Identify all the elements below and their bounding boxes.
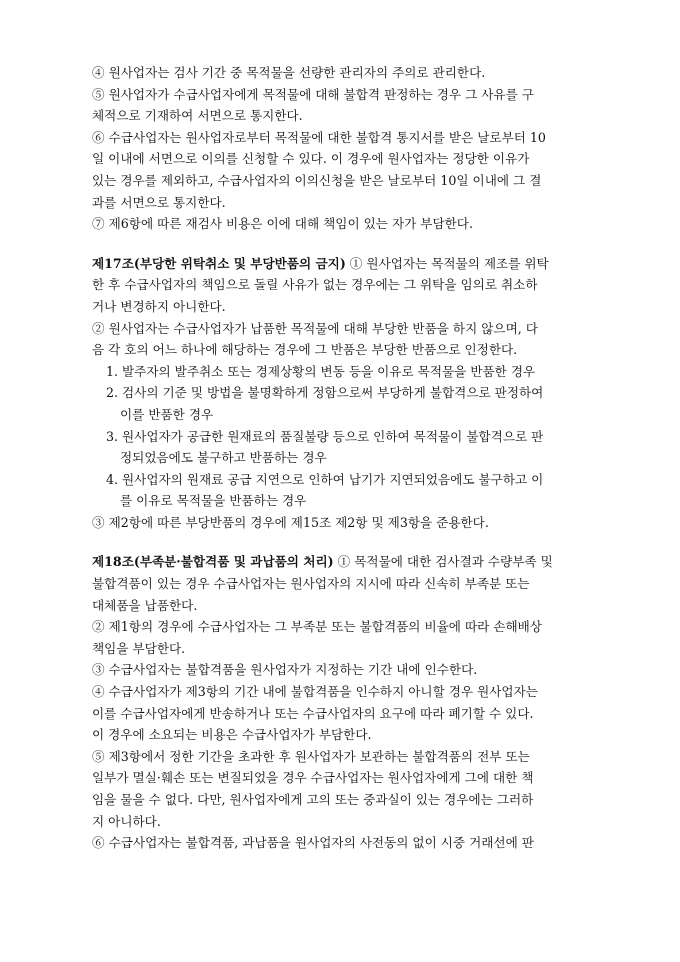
article-17-title: 제17조(부당한 위탁취소 및 부당반품의 금지) bbox=[92, 255, 346, 271]
article-18-intro: ① 목적물에 대한 검사결과 수량부족 및 bbox=[333, 554, 553, 570]
list-item-continuation: 를 이유로 목적물을 반품하는 경우 bbox=[120, 493, 307, 509]
list-item-line: 4. 원사업자의 원재료 공급 지연으로 인하여 납기가 지연되었음에도 불구하고 이 bbox=[106, 471, 544, 487]
paragraph-line: ③ 수급사업자는 불합격품을 원사업자가 지정하는 기간 내에 인수한다. bbox=[92, 662, 478, 678]
paragraph-line: ② 제1항의 경우에 수급사업자는 그 부족분 또는 불합격품의 비율에 따라 손해배상 bbox=[92, 619, 542, 635]
paragraph-line: ③ 제2항에 따른 부당반품의 경우에 제15조 제2항 및 제3항을 준용한다. bbox=[92, 514, 489, 530]
paragraph-line: 과를 서면으로 통지한다. bbox=[92, 194, 226, 210]
list-item-line: 3. 원사업자가 공급한 원재료의 품질불량 등으로 인하여 목적물이 불합격으로 판 bbox=[106, 428, 544, 444]
paragraph-line: ④ 원사업자는 검사 기간 중 목적물을 선량한 관리자의 주의로 관리한다. bbox=[92, 65, 486, 80]
paragraph-line: 책임을 부담한다. bbox=[92, 640, 186, 656]
paragraph-line: 이 경우에 소요되는 비용은 수급사업자가 부담한다. bbox=[92, 727, 372, 743]
list-item-continuation: 정되었음에도 불구하고 반품하는 경우 bbox=[120, 450, 327, 466]
paragraph-line: ② 원사업자는 수급사업자가 납품한 목적물에 대해 부당한 반품을 하지 않으며, 다 bbox=[92, 320, 538, 336]
article-17 bbox=[92, 253, 594, 534]
article-heading-line bbox=[92, 253, 594, 275]
paragraph-line: 체적으로 기재하여 서면으로 통지한다. bbox=[92, 108, 303, 124]
paragraph-line: ⑤ 원사업자가 수급사업자에게 목적물에 대해 불합격 판정하는 경우 그 사유를 구 bbox=[92, 86, 534, 102]
list-item-line: 2. 검사의 기준 및 방법을 불명확하게 정함으로써 부당하게 불합격으로 판정하여 bbox=[106, 385, 544, 401]
article-17-intro: ① 원사업자는 목적물의 제조를 위탁 bbox=[345, 255, 549, 271]
article-16-continued bbox=[92, 62, 594, 235]
paragraph-line: ⑦ 제6항에 따른 재검사 비용은 이에 대해 책임이 있는 자가 부담한다. bbox=[92, 216, 473, 232]
paragraph-line: ④ 수급사업자가 제3항의 기간 내에 불합격품을 인수하지 아니할 경우 원사업자는 bbox=[92, 684, 538, 700]
list-item-line: 1. 발주자의 발주취소 또는 경제상황의 변동 등을 이유로 목적물을 반품한 경우 bbox=[106, 363, 536, 379]
article-18-title: 제18조(부족분·불합격품 및 과납품의 처리) bbox=[92, 554, 334, 570]
paragraph-line: 있는 경우를 제외하고, 수급사업자의 이의신청을 받은 날로부터 10일 이내에 그 결 bbox=[92, 172, 542, 188]
section-gap bbox=[92, 235, 594, 253]
paragraph-line: 일부가 멸실·훼손 또는 변질되었을 경우 수급사업자는 원사업자에게 그에 대한 책 bbox=[92, 770, 534, 786]
article-18 bbox=[92, 551, 594, 853]
paragraph-line: 이를 수급사업자에게 반송하거나 또는 수급사업자의 요구에 따라 폐기할 수 있다. bbox=[92, 705, 534, 721]
paragraph-line: 지 아니하다. bbox=[92, 813, 161, 829]
list-item-continuation: 이를 반품한 경우 bbox=[120, 406, 214, 422]
article-heading-line bbox=[92, 551, 594, 573]
paragraph-line: 일 이내에 서면으로 이의를 신청할 수 있다. 이 경우에 원사업자는 정당한 이유가 bbox=[92, 151, 530, 167]
paragraph-line: ⑤ 제3항에서 정한 기간을 초과한 후 원사업자가 보관하는 불합격품의 전부 또는 bbox=[92, 748, 530, 764]
paragraph-line: 거나 변경하지 아니한다. bbox=[92, 298, 226, 314]
paragraph-line: ⑥ 수급사업자는 불합격품, 과납품을 원사업자의 사전동의 없이 시중 거래선에 판 bbox=[92, 835, 534, 851]
paragraph-line: 대체품을 납품한다. bbox=[92, 597, 198, 613]
paragraph-line: ⑥ 수급사업자는 원사업자로부터 목적물에 대한 불합격 통지서를 받은 날로부터 10 bbox=[92, 129, 546, 145]
paragraph-line: 임을 물을 수 없다. 다만, 원사업자에게 고의 또는 중과실이 있는 경우에는 그러하 bbox=[92, 792, 534, 807]
section-gap bbox=[92, 533, 594, 551]
paragraph-line: 음 각 호의 어느 하나에 해당하는 경우에 그 반품은 부당한 반품으로 인정한다. bbox=[92, 342, 518, 358]
paragraph-line: 한 후 수급사업자의 책임으로 돌릴 사유가 없는 경우에는 그 위탁을 임의로 취소하 bbox=[92, 277, 538, 293]
paragraph-line: 불합격품이 있는 경우 수급사업자는 원사업자의 지시에 따라 신속히 부족분 또는 bbox=[92, 576, 530, 592]
